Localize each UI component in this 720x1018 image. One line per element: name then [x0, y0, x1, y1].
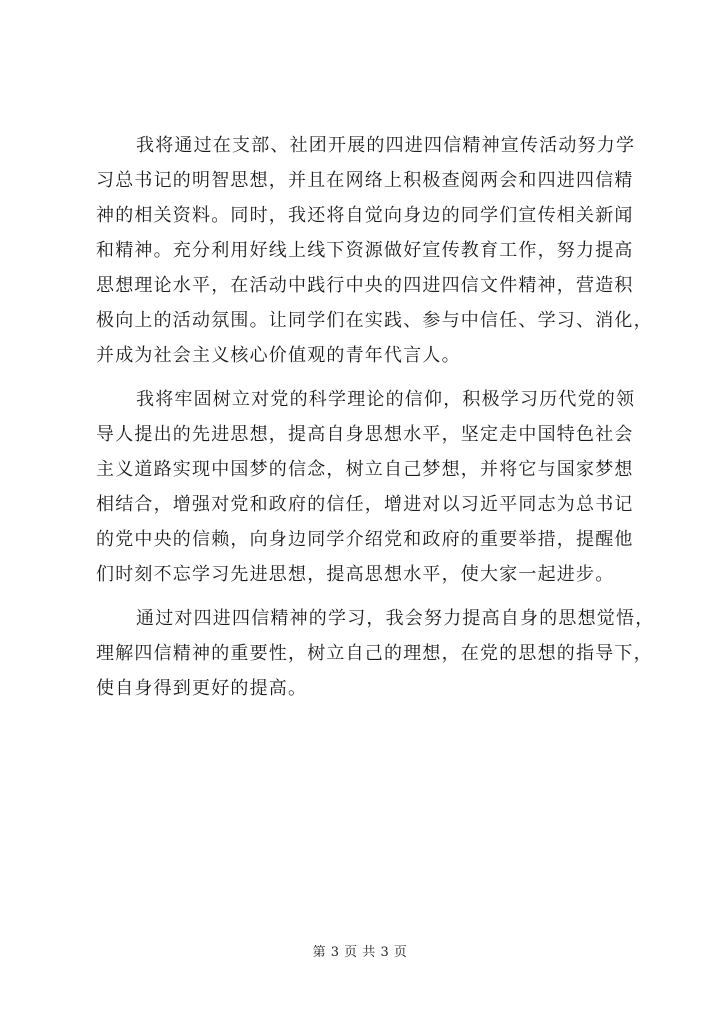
paragraph-line: 和精神。充分利用好线上线下资源做好宣传教育工作，努力提高: [96, 240, 634, 261]
paragraph-line: 的党中央的信赖，向身边同学介绍党和政府的重要举措，提醒他: [96, 529, 634, 550]
paragraph-line: 极向上的活动氛围。让同学们在实践、参与中信任、学习、消化，: [96, 310, 653, 331]
paragraph-line: 习总书记的明智思想，并且在网络上积极查阅两会和四进四信精: [96, 170, 634, 191]
paragraph-line: 我将牢固树立对党的科学理论的信仰，积极学习历代党的领: [136, 389, 636, 410]
paragraph-line: 通过对四进四信精神的学习，我会努力提高自身的思想觉悟，: [136, 608, 655, 629]
document-body: [96, 128, 655, 706]
paragraph-line: 神的相关资料。同时，我还将自觉向身边的同学们宣传相关新闻: [96, 205, 634, 226]
paragraph-line: 相结合，增强对党和政府的信任，增进对以习近平同志为总书记: [96, 494, 634, 515]
paragraph-1: [96, 128, 653, 373]
paragraph-spacer: [96, 373, 636, 382]
paragraph-line: 使自身得到更好的提高。: [96, 678, 308, 699]
paragraph-line: 我将通过在支部、社团开展的四进四信精神宣传活动努力学: [136, 135, 636, 156]
paragraph-line: 思想理论水平，在活动中践行中央的四进四信文件精神，营造积: [96, 275, 634, 296]
paragraph-line: 理解四信精神的重要性，树立自己的理想，在党的思想的指导下，: [96, 643, 653, 664]
paragraph-spacer: [96, 592, 636, 601]
page-number-footer: 第 3 页 共 3 页: [312, 945, 408, 960]
paragraph-3: [96, 601, 655, 706]
paragraph-line: 主义道路实现中国梦的信念，树立自己梦想，并将它与国家梦想: [96, 459, 634, 480]
paragraph-2: [96, 382, 636, 592]
paragraph-line: 并成为社会主义核心价值观的青年代言人。: [96, 345, 461, 366]
paragraph-line: 们时刻不忘学习先进思想，提高思想水平，使大家一起进步。: [96, 564, 615, 585]
paragraph-line: 导人提出的先进思想，提高自身思想水平，坚定走中国特色社会: [96, 424, 634, 445]
